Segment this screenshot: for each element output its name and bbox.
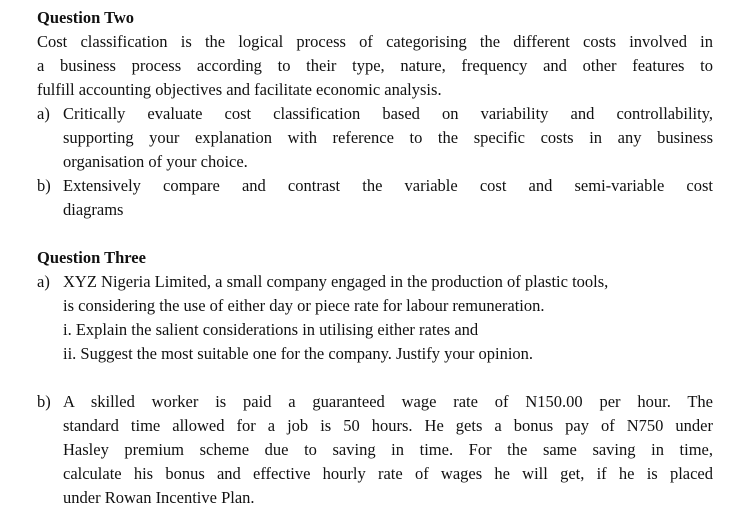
- part-line: organisation of your choice.: [63, 152, 248, 171]
- spacer: [37, 222, 713, 246]
- question-three-heading: Question Three: [37, 248, 146, 267]
- part-marker: b): [37, 392, 51, 411]
- part-line: calculate his bonus and effective hourly rate of wages he will get, if he is placed: [63, 464, 713, 483]
- part-line: A skilled worker is paid a guaranteed wage rate of N150.00 per hour. The: [63, 392, 713, 411]
- question-three-part-b: [37, 390, 713, 510]
- part-line: supporting your explanation with reference to the specific costs in any business: [63, 128, 713, 147]
- document-page: [37, 6, 713, 510]
- part-line: Extensively compare and contrast the variable cost and semi-variable cost: [63, 176, 713, 195]
- part-line: standard time allowed for a job is 50 hours. He gets a bonus pay of N750 under: [63, 416, 713, 435]
- part-line: is considering the use of either day or piece rate for labour remuneration.: [63, 296, 545, 315]
- question-three-part-a: [37, 270, 713, 366]
- intro-line: a business process according to their type, nature, frequency and other features to: [37, 56, 713, 75]
- part-marker: b): [37, 176, 51, 195]
- question-two-intro: [37, 30, 713, 102]
- part-marker: a): [37, 272, 50, 291]
- part-line: XYZ Nigeria Limited, a small company engaged in the production of plastic tools,: [63, 272, 609, 291]
- question-two-part-b: [37, 174, 713, 222]
- intro-line: Cost classification is the logical process of categorising the different costs involved in: [37, 32, 713, 51]
- sub-item: i. Explain the salient considerations in utilising either rates and: [63, 320, 479, 339]
- question-two-heading: Question Two: [37, 8, 135, 27]
- part-line: Hasley premium scheme due to saving in time. For the same saving in time,: [63, 440, 713, 459]
- intro-line: fulfill accounting objectives and facilitate economic analysis.: [37, 80, 442, 99]
- spacer: [37, 366, 713, 390]
- question-two-part-a: [37, 102, 713, 174]
- sub-item: ii. Suggest the most suitable one for the company. Justify your opinion.: [63, 344, 534, 363]
- part-marker: a): [37, 104, 50, 123]
- part-line: under Rowan Incentive Plan.: [63, 488, 255, 507]
- part-line: diagrams: [63, 200, 124, 219]
- part-line: Critically evaluate cost classification based on variability and controllability,: [63, 104, 713, 123]
